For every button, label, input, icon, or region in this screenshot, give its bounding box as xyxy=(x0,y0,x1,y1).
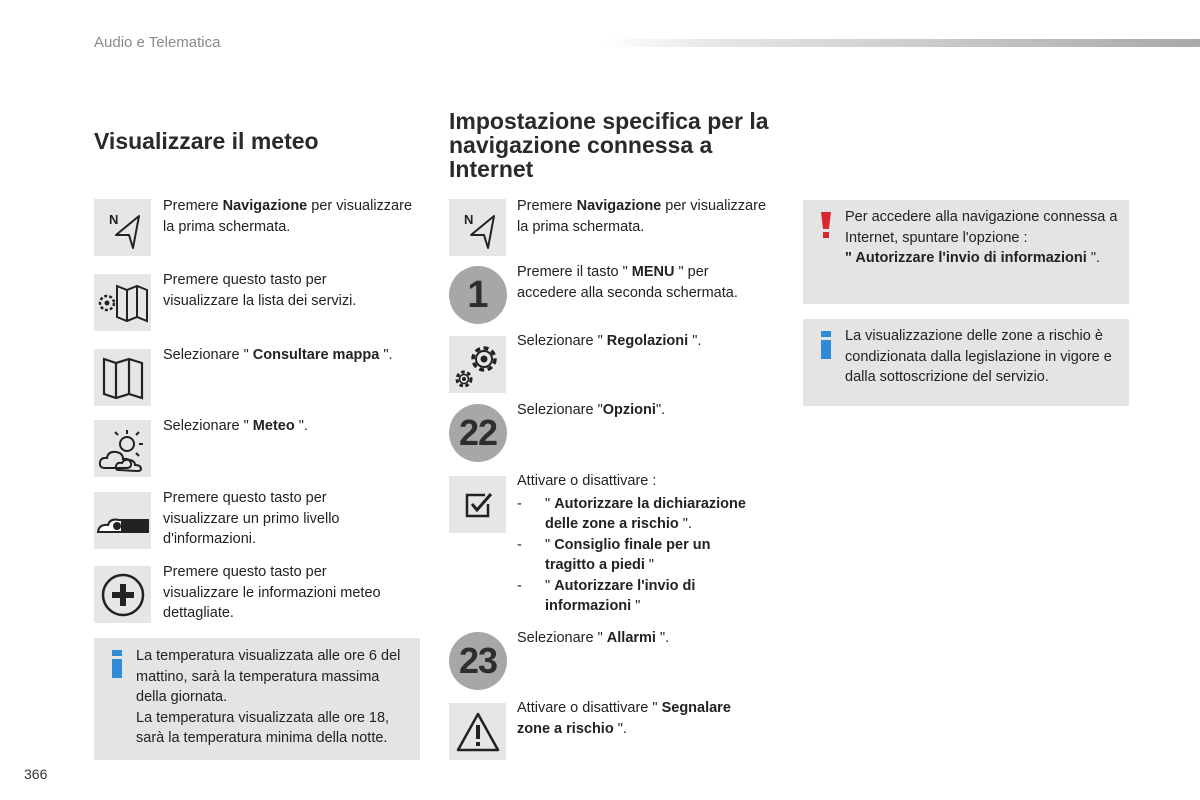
middle-step-6-text: Selezionare " Allarmi ". xyxy=(517,630,670,646)
header-bar xyxy=(600,39,1200,47)
services-map-icon xyxy=(94,274,151,331)
middle-step-2-text: Premere il tasto " MENU " per accedere alla seconda schermata. xyxy=(517,264,738,301)
left-step-3-text: Selezionare " Consultare mappa ". xyxy=(163,347,393,363)
info-level-icon xyxy=(94,492,151,549)
option-item: - " Autorizzare la dichiarazione delle zone a rischio ". xyxy=(517,495,746,532)
left-section-title: Visualizzare il meteo xyxy=(94,128,319,154)
option-item: - " Autorizzare l'invio di informazioni " xyxy=(517,577,696,614)
warning-note xyxy=(803,200,1129,304)
left-step-4-text: Selezionare " Meteo ". xyxy=(163,418,308,434)
middle-step-3-text: Selezionare " Regolazioni ". xyxy=(517,333,702,349)
checkbox-icon xyxy=(449,476,506,533)
navigation-icon xyxy=(449,199,506,256)
map-icon xyxy=(94,349,151,406)
warning-exclamation-icon xyxy=(821,212,831,238)
left-note-text: La temperatura visualizzata alle ore 6 del mattino, sarà la temperatura massima della giornata. La temperatura visualizzata alle ore 18, sarà la temperatura minima della notte. xyxy=(136,648,401,746)
middle-step-1-text: Premere Navigazione per visualizzare la prima schermata. xyxy=(517,198,767,235)
left-step-6-text: Premere questo tasto per visualizzare le informazioni meteo dettagliate. xyxy=(163,564,381,621)
info-icon xyxy=(112,650,122,678)
left-info-note xyxy=(94,638,420,760)
step-number-22: 22 xyxy=(449,404,507,462)
left-step-1-text: Premere Navigazione per visualizzare la prima schermata. xyxy=(163,198,413,235)
option-item: - " Consiglio finale per un tragitto a piedi " xyxy=(517,536,711,573)
middle-step-5-text: Attivare o disattivare : - " Autorizzare la dichiarazione delle zone a rischio ". - " Consiglio finale per un tragitto a piedi " - " Autorizzare l'invio di informazioni " xyxy=(517,471,777,617)
navigation-icon xyxy=(94,199,151,256)
warning-triangle-icon xyxy=(449,703,506,760)
step-number-23: 23 xyxy=(449,632,507,690)
middle-step-7-text: Attivare o disattivare " Segnalare zone a rischio ". xyxy=(517,700,731,737)
section-title: Audio e Telematica xyxy=(94,34,221,51)
step-number-1: 1 xyxy=(449,266,507,324)
weather-icon xyxy=(94,420,151,477)
plus-circle-icon xyxy=(94,566,151,623)
svg-text:N: N xyxy=(463,211,473,227)
left-step-2-text: Premere questo tasto per visualizzare la lista dei servizi. xyxy=(163,272,357,309)
settings-gears-icon xyxy=(449,336,506,393)
right-info-text: La visualizzazione delle zone a rischio è condizionata dalla legislazione in vigore e dalla sottoscrizione del servizio. xyxy=(845,328,1112,385)
right-info-note xyxy=(803,319,1129,406)
info-icon xyxy=(821,331,831,359)
warning-note-text: Per accedere alla navigazione connessa a Internet, spuntare l'opzione : " Autorizzare l'invio di informazioni ". xyxy=(845,209,1118,266)
page-number: 366 xyxy=(24,766,48,782)
middle-step-4-text: Selezionare "Opzioni". xyxy=(517,402,666,418)
svg-text:N: N xyxy=(108,211,118,227)
middle-section-title: Impostazione specifica per la navigazione connessa a Internet xyxy=(449,108,769,182)
left-step-5-text: Premere questo tasto per visualizzare un primo livello d'informazioni. xyxy=(163,490,340,547)
